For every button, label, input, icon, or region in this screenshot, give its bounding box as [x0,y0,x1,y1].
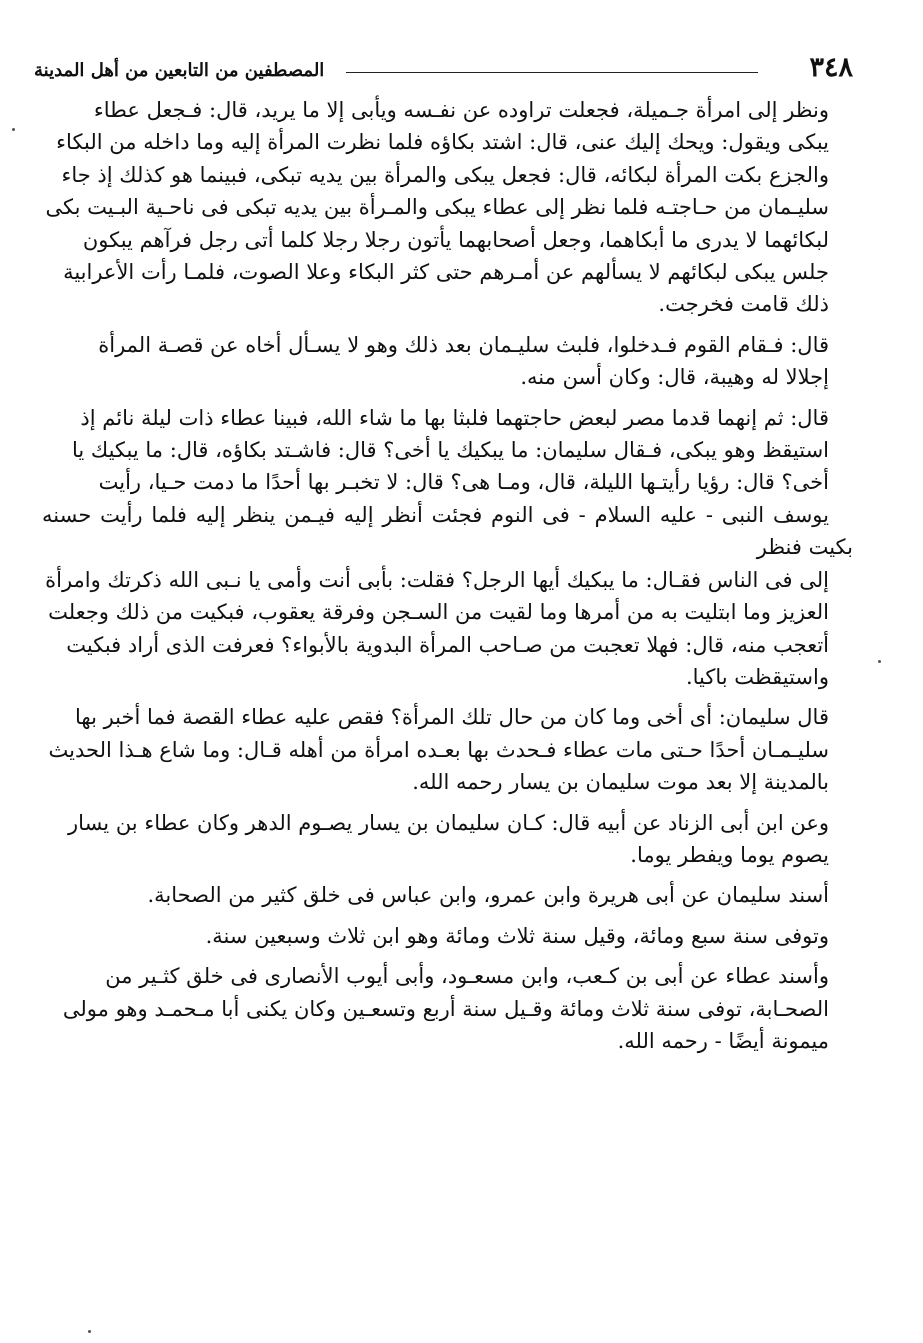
text-line: إجلالا له وهيبة، قال: وكان أسن منه. [520,365,829,390]
header-rule [346,72,758,73]
running-title: المصطفين من التابعين من أهل المدينة [34,60,325,81]
text-line: جلس يبكى لبكائهم لا يسألهم عن أمـرهم حتى كثر البكاء وعلا الصوت، فلمـا رأت الأعرابية [63,260,829,285]
paragraph-4 [42,701,853,798]
text-line: قال سليمان: أى أخى وما كان من حال تلك المرأة؟ فقص عليه عطاء القصة فما أخبر بها [75,705,829,730]
text-line: أخى؟ قال: رؤيا رأيتـها الليلة، قال، ومـا هى؟ قال: لا تخبـر بها أحدًا ما دمت حـيا، رأيت [98,470,829,495]
paragraph-8 [42,960,853,1057]
text-line: ونظر إلى امرأة جـميلة، فجعلت تراوده عن نفـسه ويأبى إلا ما يريد، قال: فـجعل عطاء [93,98,829,122]
text-line: يصوم يوما ويفطر يوما. [630,842,829,867]
text-line: ذلك قامت فخرجت. [658,292,829,317]
text-line: استيقظ وهو يبكى، فـقال سليمان: ما يبكيك يا أخى؟ قال: فاشـتد بكاؤه، قال: ما يبكيك يا [71,438,829,463]
text-line: وتوفى سنة سبع ومائة، وقيل سنة ثلاث ومائة وهو ابن ثلاث وسبعين سنة. [205,923,829,948]
scan-speck [12,128,15,131]
paragraph-1 [42,94,853,321]
text-line: والجزع بكت المرأة لبكائه، قال: فجعل يبكى والمرأة بين يديه تبكى، فبينما هو كذلك إذ جاء [61,162,829,187]
text-line: أتعجب منه، قال: فهلا تعجبت من صـاحب المرأة البدوية بالأبواء؟ فعرفت الذى أراد فبكيت [66,632,829,657]
text-line: ميمونة أيضًا - رحمه الله. [617,1028,829,1053]
text-line: الصحـابة، توفى سنة ثلاث ومائة وقـيل سنة أربع وتسعـين وكان يكنى أبا مـحمـد وهو مولى [62,996,829,1021]
text-line: واستيقظت باكيا. [685,664,829,689]
paragraph-7 [42,920,853,952]
text-line: قال: فـقام القوم فـدخلوا، فلبث سليـمان بعد ذلك وهو لا يسـأل أخاه عن قصـة المرأة [98,332,829,357]
paragraph-3 [42,402,853,694]
text-line: يبكى ويقول: ويحك إليك عنى، قال: اشتد بكاؤه فلما نظرت المرأة إليه وما داخله من البكاء [56,130,829,155]
scan-speck [878,660,881,663]
paragraph-6 [42,879,853,911]
paragraph-5 [42,807,853,872]
paragraph-2 [42,329,853,394]
scan-speck [88,1330,91,1333]
body-text [42,94,853,1065]
text-line: إلى فى الناس فقـال: ما يبكيك أيها الرجل؟ فقلت: بأبى أنت وأمى يا نـبى الله ذكرتك وامرأة [45,567,829,592]
text-line: قال: ثم إنهما قدما مصر لبعض حاجتهما فلبثا بها ما شاء الله، فبينا عطاء ذات ليلة نائم إذ [80,405,829,430]
text-line: العزيز وما ابتليت به من أمرها وما لقيت من السـجن وفرقة يعقوب، فبكيت من ذلك وجعلت [48,600,829,625]
page-number: ٣٤٨ [809,52,853,83]
text-line: بالمدينة إلا بعد موت سليمان بن يسار رحمه الله. [412,770,829,795]
text-line: سليـمـان أحدًا حـتى مات عطاء فـحدث بها بعـده امرأة من أهله قـال: وما شاع هـذا الحديث [48,737,829,762]
text-line: وأسند عطاء عن أبى بن كـعب، وابن مسعـود، وأبى أيوب الأنصارى فى خلق كثـير من [105,964,829,989]
text-line: لبكائهما لا يدرى ما أبكاهما، وجعل أصحابهما يأتون رجلا رجلا كلما أتى رجل فرآهم يبكون [82,227,829,252]
page-header [34,52,853,92]
text-line: أسند سليمان عن أبى هريرة وابن عمرو، وابن عباس فى خلق كثير من الصحابة. [147,883,829,908]
text-line: سليـمان من حـاجتـه فلما نظر إلى عطاء يبكى والمـرأة بين يديه تبكى فى ناحـية البـيت بكى [45,195,829,220]
text-line: وعن ابن أبى الزناد عن أبيه قال: كـان سليمان بن يسار يصـوم الدهر وكان عطاء بن يسار [68,810,829,835]
text-line: يوسف النبى - عليه السلام - فى النوم فجئت أنظر إليه فيـمن ينظر إليه فلما رأيت حسنه بكيت فنظر [42,502,853,560]
